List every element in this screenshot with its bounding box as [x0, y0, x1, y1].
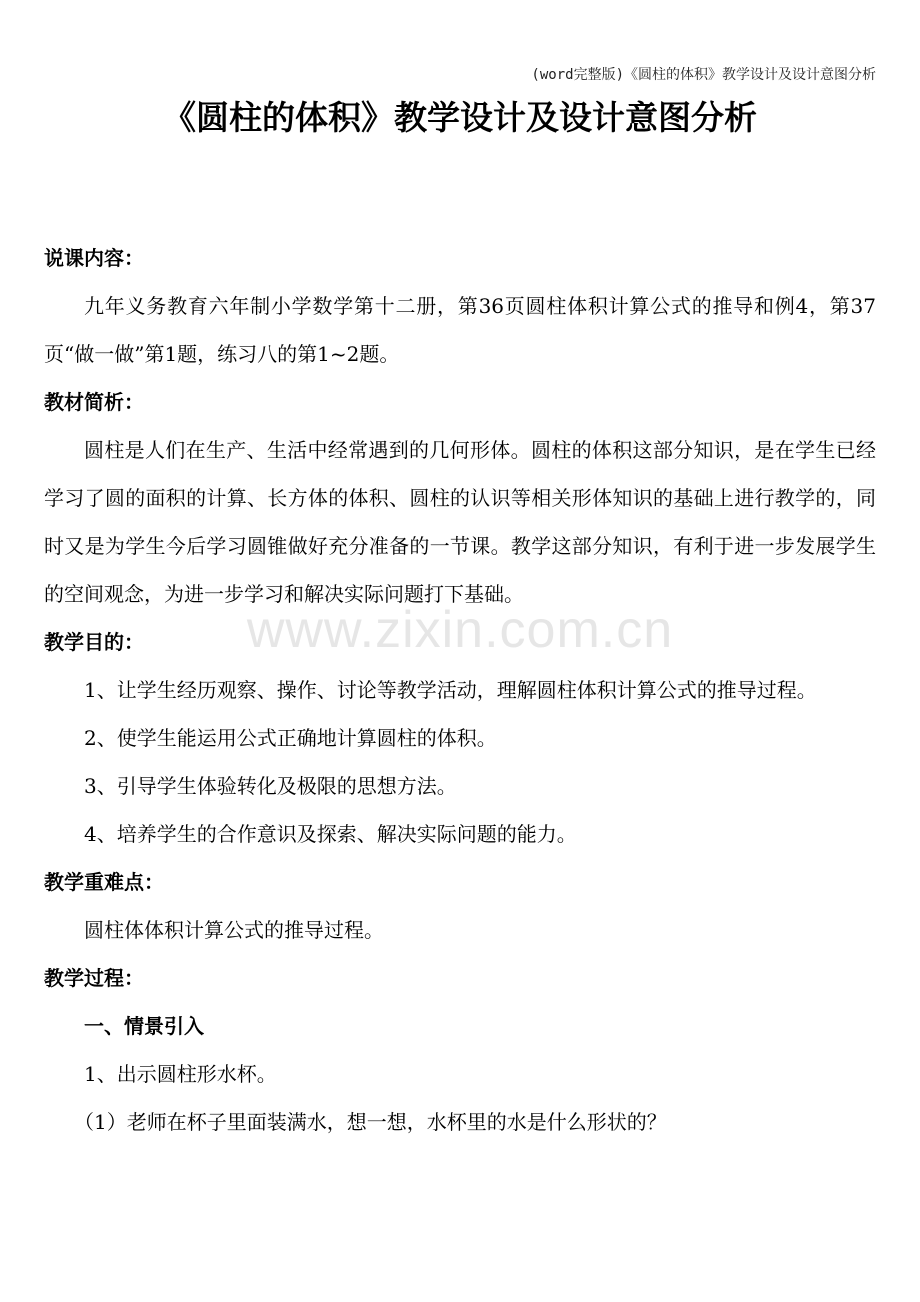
section-heading-process: 教学过程：	[44, 966, 144, 990]
goal-item: 4、培养学生的合作意识及探索、解决实际问题的能力。	[84, 822, 577, 846]
section-heading-goals: 教学目的：	[44, 630, 144, 654]
process-subheading: 一、情景引入	[84, 1014, 204, 1038]
watermark: www.zixin.com.cn	[246, 601, 674, 659]
key-points-text: 圆柱体体积计算公式的推导过程。	[84, 918, 384, 942]
section-heading-analysis: 教材简析：	[44, 390, 144, 414]
document-body	[44, 234, 876, 1146]
goal-item: 3、引导学生体验转化及极限的思想方法。	[84, 774, 457, 798]
process-question: （1）老师在杯子里面装满水，想一想，水杯里的水是什么形状的？	[74, 1110, 667, 1134]
document-title: 《圆柱的体积》教学设计及设计意图分析	[163, 98, 757, 137]
goal-item: 2、使学生能运用公式正确地计算圆柱的体积。	[84, 726, 497, 750]
section-heading-content: 说课内容：	[44, 246, 144, 270]
goal-item: 1、让学生经历观察、操作、讨论等教学活动，理解圆柱体积计算公式的推导过程。	[84, 678, 817, 702]
section-heading-key-points: 教学重难点：	[44, 870, 164, 894]
analysis-paragraph: 圆柱是人们在生产、生活中经常遇到的几何形体。圆柱的体积这部分知识，是在学生已经学习了圆的面积的计算、长方体的体积、圆柱的认识等相关形体知识的基础上进行教学的，同时又是为学生今后学习圆锥做好充分准备的一节课。教学这部分知识，有利于进一步发展学生的空间观念，为进一步学习和解决实际问题打下基础。	[44, 438, 876, 606]
page-header: (word完整版)《圆柱的体积》教学设计及设计意图分析	[531, 67, 876, 83]
process-item: 1、出示圆柱形水杯。	[84, 1062, 277, 1086]
content-paragraph: 九年义务教育六年制小学数学第十二册，第36页圆柱体积计算公式的推导和例4，第37页“做一做”第1题，练习八的第1~2题。	[44, 294, 876, 366]
